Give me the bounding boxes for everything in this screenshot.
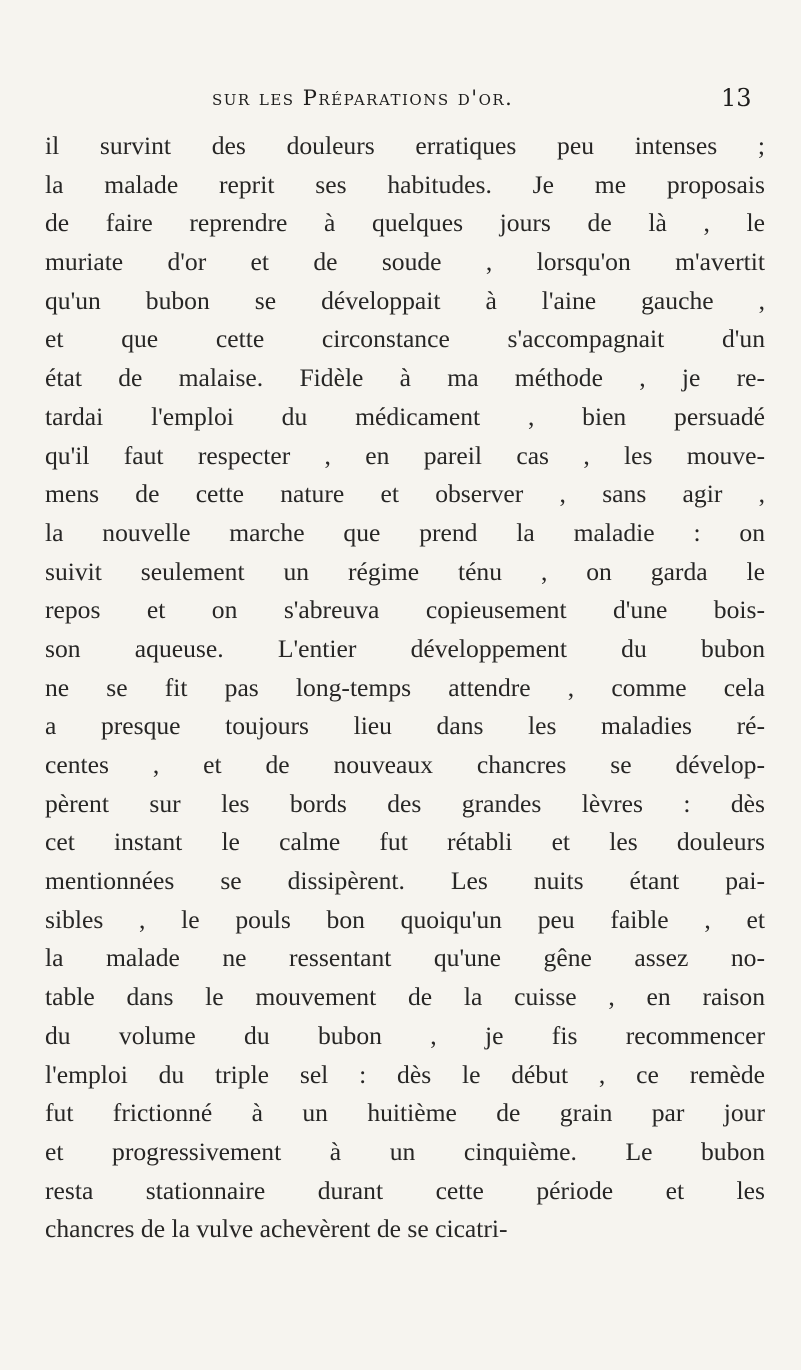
text-line: de faire reprendre à quelques jours de là , le: [45, 208, 765, 238]
text-line: l'emploi du triple sel : dès le début , ce remède: [45, 1059, 765, 1089]
text-line: son aqueuse. L'entier développement du bubon: [45, 633, 765, 663]
body-text: [45, 127, 765, 1249]
text-line: et progressivement à un cinquième. Le bubon: [45, 1136, 765, 1166]
page-number: 13: [721, 84, 752, 112]
text-line: qu'un bubon se développait à l'aine gauche ,: [45, 285, 765, 315]
text-line: pèrent sur les bords des grandes lèvres : dès: [45, 788, 765, 818]
text-line: du volume du bubon , je fis recommencer: [45, 1020, 765, 1050]
text-line: tardai l'emploi du médicament , bien persuadé: [45, 401, 765, 431]
text-line: la malade ne ressentant qu'une gêne assez no-: [45, 943, 765, 973]
text-line: et que cette circonstance s'accompagnait d'un: [45, 324, 765, 354]
running-head: sur les Préparations d'or.: [212, 86, 514, 110]
text-line: ne se fit pas long-temps attendre , comme cela: [45, 672, 765, 702]
text-line: mentionnées se dissipèrent. Les nuits étant pai-: [45, 866, 765, 896]
text-line: la malade reprit ses habitudes. Je me proposais: [45, 169, 765, 199]
text-line: la nouvelle marche que prend la maladie : on: [45, 517, 765, 547]
text-line: suivit seulement un régime ténu , on garda le: [45, 556, 765, 586]
text-line: resta stationnaire durant cette période et les: [45, 1175, 765, 1205]
text-line: cet instant le calme fut rétabli et les douleurs: [45, 827, 765, 857]
text-line: il survint des douleurs erratiques peu intenses ;: [45, 131, 765, 160]
text-line: chancres de la vulve achevèrent de se cicatri-: [45, 1214, 508, 1244]
text-line: fut frictionné à un huitième de grain par jour: [45, 1098, 765, 1128]
page-header: [0, 86, 801, 116]
text-line: a presque toujours lieu dans les maladies ré-: [45, 711, 765, 741]
text-line: table dans le mouvement de la cuisse , en raison: [45, 982, 765, 1012]
text-line: repos et on s'abreuva copieusement d'une bois-: [45, 595, 765, 625]
text-line: mens de cette nature et observer , sans agir ,: [45, 479, 765, 509]
text-line: qu'il faut respecter , en pareil cas , les mouve-: [45, 440, 765, 470]
text-line: sibles , le pouls bon quoiqu'un peu faible , et: [45, 904, 765, 934]
text-line: état de malaise. Fidèle à ma méthode , je re-: [45, 363, 765, 393]
text-line: muriate d'or et de soude , lorsqu'on m'avertit: [45, 247, 765, 277]
text-line: centes , et de nouveaux chancres se dévelop-: [45, 750, 765, 779]
